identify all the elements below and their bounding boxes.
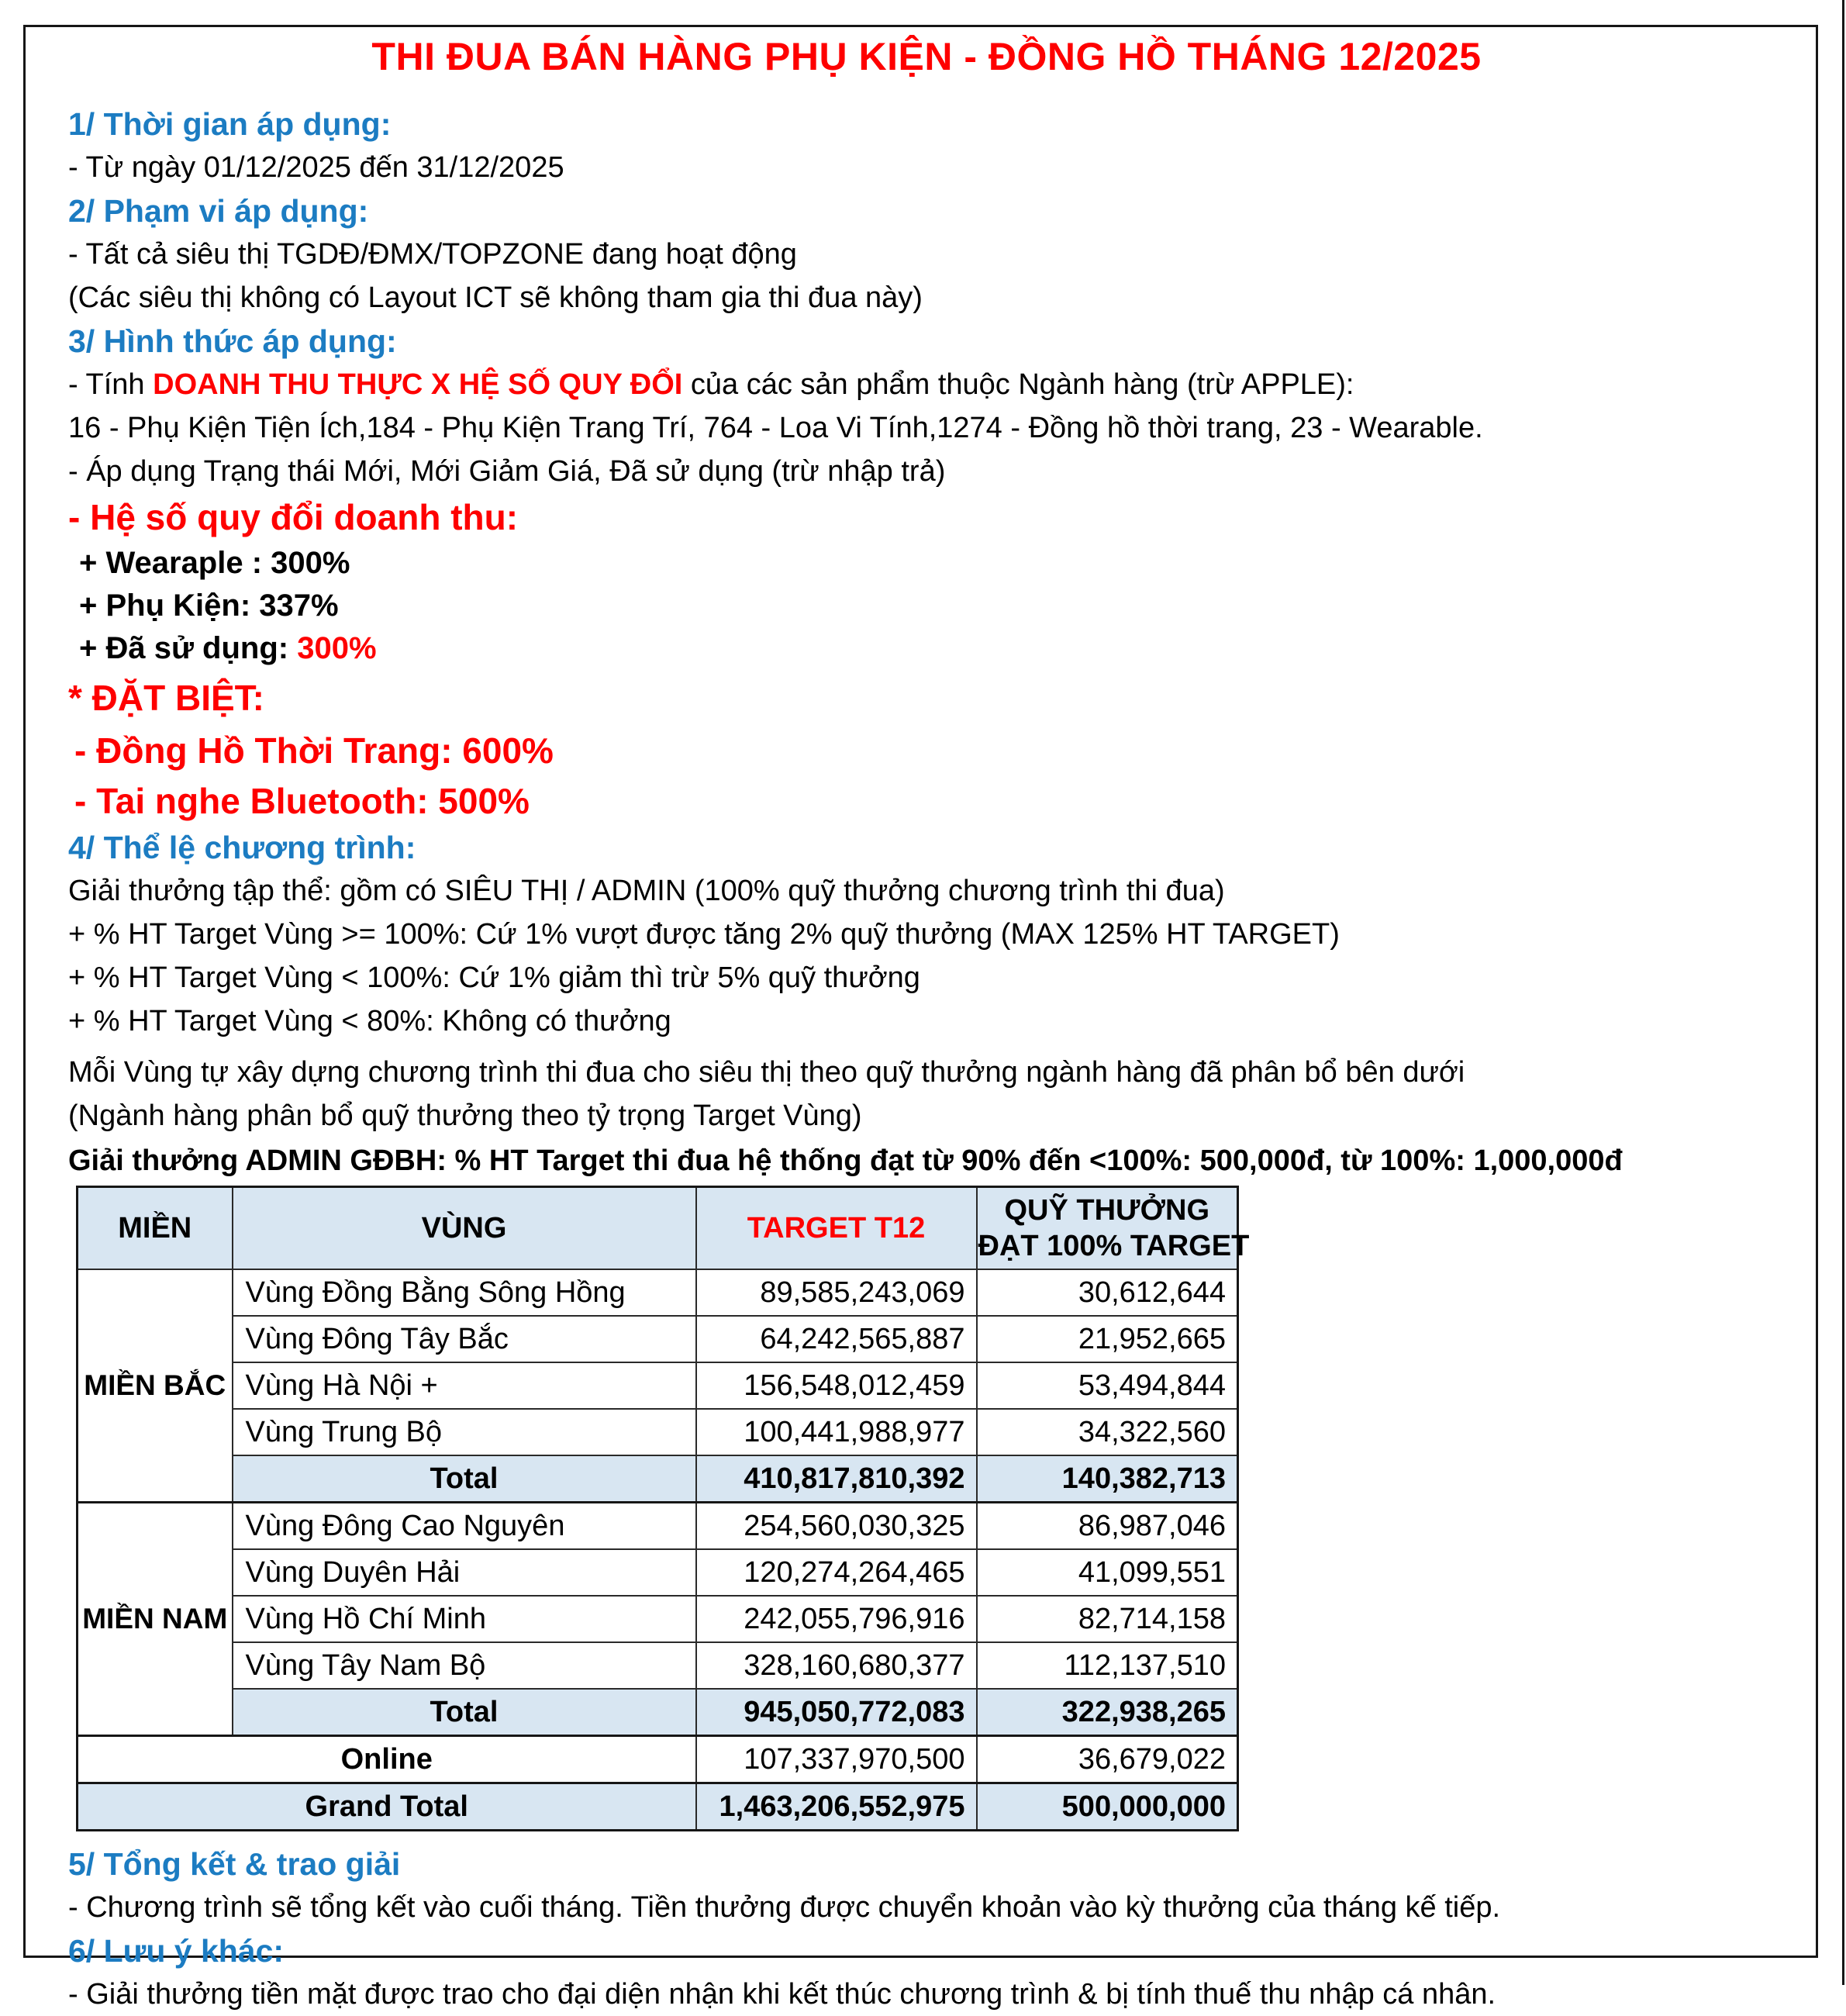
section6-line1: - Giải thưởng tiền mặt được trao cho đại diện nhận khi kết thúc chương trình & bị tính thuế thu nhập cá nhân. [68, 1978, 1496, 2011]
special-item-bluetooth: - Tai nghe Bluetooth: 500% [74, 781, 530, 821]
cell-target: 242,055,796,916 [696, 1596, 977, 1642]
section3-line1 [68, 363, 1785, 406]
table-row [78, 1409, 1238, 1455]
cell-target: 328,160,680,377 [696, 1642, 977, 1689]
page-title: THI ĐUA BÁN HÀNG PHỤ KIỆN - ĐỒNG HỒ THÁNG 12/2025 [371, 35, 1482, 78]
header-reward-line1: QUỸ THƯỞNG [1004, 1194, 1209, 1227]
special-heading: * ĐẶT BIỆT: [68, 678, 264, 718]
right-edge-line [1842, 0, 1844, 1985]
header-zone: VÙNG [233, 1187, 696, 1270]
table-row [78, 1503, 1238, 1550]
header-reward-line2: ĐẠT 100% TARGET [978, 1230, 1250, 1262]
section5-line1: - Chương trình sẽ tổng kết vào cuối tháng. Tiền thưởng được chuyển khoản vào kỳ thưởng của tháng kế tiếp. [68, 1891, 1501, 1924]
admin-reward-note: Giải thưởng ADMIN GĐBH: % HT Target thi đua hệ thống đạt từ 90% đến <100%: 500,000đ, từ 100%: 1,000,000đ [68, 1144, 1623, 1177]
section4-line3: + % HT Target Vùng < 100%: Cứ 1% giảm thì trừ 5% quỹ thưởng [68, 961, 920, 994]
header-region: MIỀN [78, 1187, 233, 1270]
cell-target: 89,585,243,069 [696, 1269, 977, 1316]
cell-reward: 53,494,844 [977, 1362, 1238, 1409]
table-row [78, 1642, 1238, 1689]
section2-heading: 2/ Phạm vi áp dụng: [68, 193, 369, 229]
cell-grand-target: 1,463,206,552,975 [696, 1783, 977, 1831]
cell-target: 100,441,988,977 [696, 1409, 977, 1455]
cell-zone: Vùng Đông Cao Nguyên [233, 1503, 696, 1550]
section2-line2: (Các siêu thị không có Layout ICT sẽ không tham gia thi đua này) [68, 281, 923, 314]
header-reward [977, 1187, 1250, 1270]
section2-line1: - Tất cả siêu thị TGDĐ/ĐMX/TOPZONE đang hoạt động [68, 238, 797, 271]
table-row [78, 1549, 1238, 1596]
cell-reward: 34,322,560 [977, 1409, 1238, 1455]
cell-reward: 41,099,551 [977, 1549, 1238, 1596]
cell-online-reward: 36,679,022 [977, 1736, 1238, 1783]
section3-heading: 3/ Hình thức áp dụng: [68, 323, 397, 359]
cell-target: 120,274,264,465 [696, 1549, 977, 1596]
north-total-row [78, 1455, 1238, 1503]
cell-total-reward: 322,938,265 [977, 1689, 1238, 1736]
section5-heading: 5/ Tổng kết & trao giải [68, 1846, 401, 1882]
special-item-watch: - Đồng Hồ Thời Trang: 600% [74, 730, 554, 771]
online-row [78, 1736, 1238, 1783]
cell-reward: 21,952,665 [977, 1316, 1238, 1362]
section4-heading: 4/ Thể lệ chương trình: [68, 830, 416, 865]
section4-line6: (Ngành hàng phân bổ quỹ thưởng theo tỷ trọng Target Vùng) [68, 1099, 862, 1132]
cell-grand-label: Grand Total [78, 1783, 696, 1831]
table-row [78, 1596, 1238, 1642]
section4-line5: Mỗi Vùng tự xây dựng chương trình thi đua cho siêu thị theo quỹ thưởng ngành hàng đã phân bổ bên dưới [68, 1056, 1465, 1089]
cell-zone: Vùng Đông Tây Bắc [233, 1316, 696, 1362]
cell-total-label: Total [233, 1689, 696, 1736]
section3-line2: 16 - Phụ Kiện Tiện Ích,184 - Phụ Kiện Trang Trí, 764 - Loa Vi Tính,1274 - Đồng hồ thời trang, 23 - Wearable. [68, 412, 1483, 444]
cell-total-target: 410,817,810,392 [696, 1455, 977, 1503]
cell-reward: 30,612,644 [977, 1269, 1238, 1316]
table-row [78, 1316, 1238, 1362]
cell-online-target: 107,337,970,500 [696, 1736, 977, 1783]
calc-formula-emphasis: DOANH THU THỰC X HỆ SỐ QUY ĐỔI [153, 368, 683, 401]
page-frame [23, 25, 1818, 2011]
target-table-header [78, 1187, 1250, 1270]
section1-heading: 1/ Thời gian áp dụng: [68, 106, 392, 142]
table-row [78, 1269, 1238, 1316]
cell-zone: Vùng Đồng Bằng Sông Hồng [233, 1269, 696, 1316]
region-north-label: MIỀN BẮC [78, 1269, 233, 1503]
section4-line2: + % HT Target Vùng >= 100%: Cứ 1% vượt được tăng 2% quỹ thưởng (MAX 125% HT TARGET) [68, 918, 1340, 951]
section6-heading: 6/ Lưu ý khác: [68, 1933, 285, 1969]
header-target: TARGET T12 [696, 1187, 977, 1270]
cell-zone: Vùng Duyên Hải [233, 1549, 696, 1596]
cell-total-label: Total [233, 1455, 696, 1503]
cell-zone: Vùng Hà Nội + [233, 1362, 696, 1409]
used-label: + Đã sử dụng: [79, 631, 298, 665]
cell-zone: Vùng Hồ Chí Minh [233, 1596, 696, 1642]
cell-target: 254,560,030,325 [696, 1503, 977, 1550]
section4-line4: + % HT Target Vùng < 80%: Không có thưởng [68, 1005, 671, 1037]
calc-prefix: - Tính [68, 368, 154, 401]
section3-line3: - Áp dụng Trạng thái Mới, Mới Giảm Giá, Đã sử dụng (trừ nhập trả) [68, 455, 946, 488]
cell-online-label: Online [78, 1736, 696, 1783]
grand-total-row [78, 1783, 1238, 1831]
conversion-item-accessory: + Phụ Kiện: 337% [79, 589, 339, 623]
table-row [78, 1362, 1238, 1409]
conversion-item-used [68, 627, 1785, 670]
header-row [78, 1187, 1238, 1270]
cell-target: 64,242,565,887 [696, 1316, 977, 1362]
cell-reward: 86,987,046 [977, 1503, 1238, 1550]
conversion-heading: - Hệ số quy đổi doanh thu: [68, 497, 519, 537]
region-south-label: MIỀN NAM [78, 1503, 233, 1736]
cell-reward: 112,137,510 [977, 1642, 1238, 1689]
used-value: 300% [297, 631, 377, 665]
conversion-item-wearable: + Wearaple : 300% [79, 546, 350, 580]
cell-zone: Vùng Trung Bộ [233, 1409, 696, 1455]
cell-total-reward: 140,382,713 [977, 1455, 1238, 1503]
cell-total-target: 945,050,772,083 [696, 1689, 977, 1736]
target-table [76, 1186, 1250, 1831]
section1-line1: - Từ ngày 01/12/2025 đến 31/12/2025 [68, 151, 564, 184]
south-total-row [78, 1689, 1238, 1736]
calc-suffix: của các sản phẩm thuộc Ngành hàng (trừ APPLE): [682, 368, 1354, 401]
cell-zone: Vùng Tây Nam Bộ [233, 1642, 696, 1689]
cell-reward: 82,714,158 [977, 1596, 1238, 1642]
cell-target: 156,548,012,459 [696, 1362, 977, 1409]
cell-grand-reward: 500,000,000 [977, 1783, 1238, 1831]
section4-line1: Giải thưởng tập thể: gồm có SIÊU THỊ / ADMIN (100% quỹ thưởng chương trình thi đua) [68, 875, 1225, 907]
